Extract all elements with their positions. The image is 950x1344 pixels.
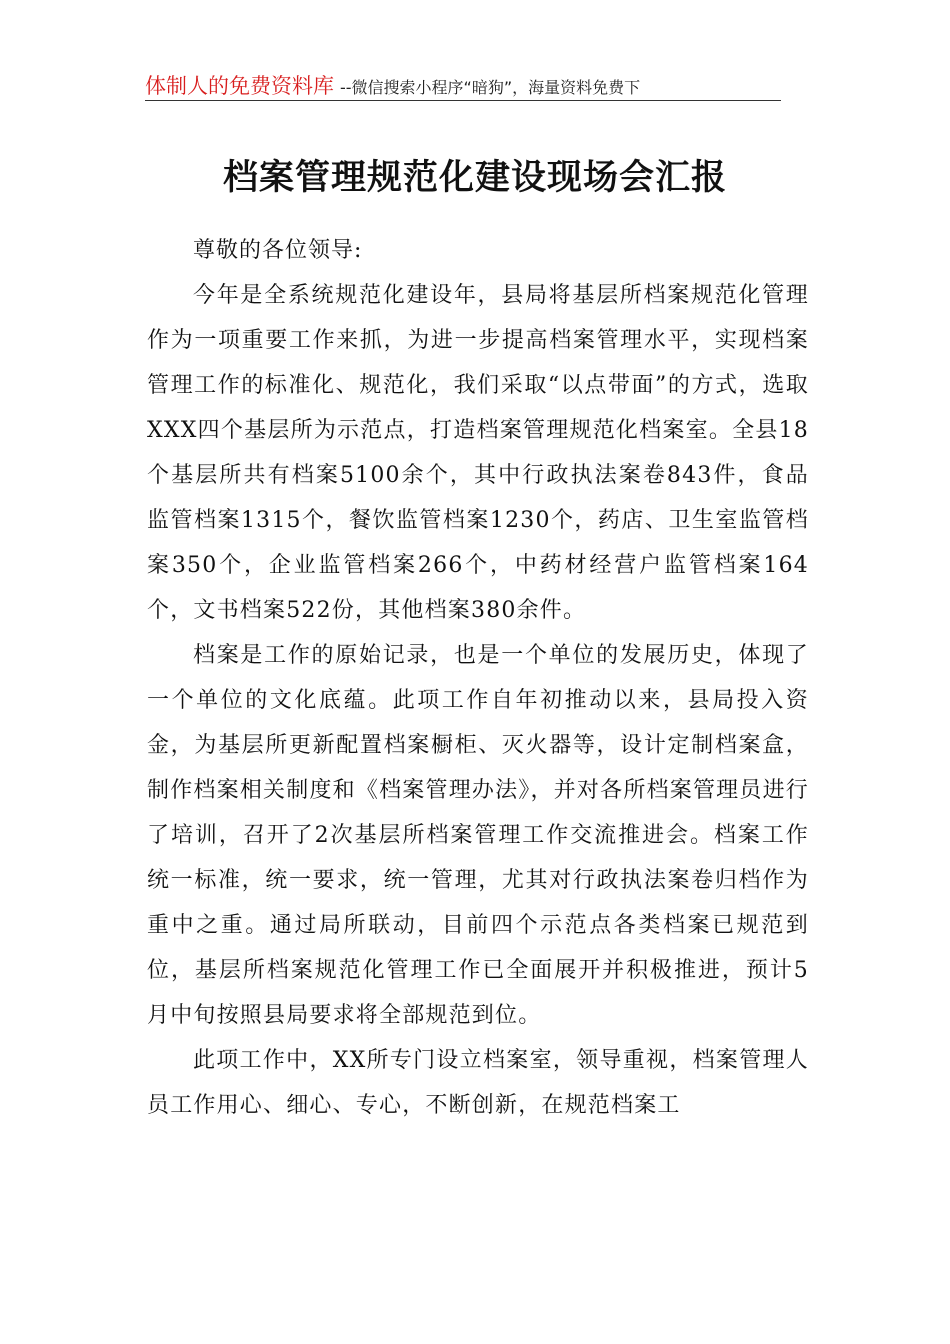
header-tagline: --微信搜索小程序“暗狗”，海量资料免费下	[340, 78, 641, 97]
page-header	[145, 70, 781, 100]
paragraph-3: 此项工作中，XX所专门设立档案室，领导重视，档案管理人员工作用心、细心、专心，不断创新，在规范档案工	[147, 1048, 809, 1118]
paragraph-1: 今年是全系统规范化建设年，县局将基层所档案规范化管理作为一项重要工作来抓，为进一步提高档案管理水平，实现档案管理工作的标准化、规范化，我们采取“以点带面”的方式，选取XXX四个基层所为示范点，打造档案管理规范化档案室。全县18个基层所共有档案5100余个，其中行政执法案卷843件，食品监管档案1315个，餐饮监管档案1230个，药店、卫生室监管档案350个，企业监管档案266个，中药材经营户监管档案164个，文书档案522份，其他档案380余件。	[147, 283, 809, 623]
document-title: 档案管理规范化建设现场会汇报	[222, 158, 727, 198]
salutation: 尊敬的各位领导:	[193, 238, 363, 263]
document-body	[147, 228, 809, 1128]
header-brand: 体制人的免费资料库	[145, 74, 334, 98]
header-divider	[145, 100, 781, 101]
paragraph-2: 档案是工作的原始记录，也是一个单位的发展历史，体现了一个单位的文化底蕴。此项工作自年初推动以来，县局投入资金，为基层所更新配置档案橱柜、灭火器等，设计定制档案盒，制作档案相关制度和《档案管理办法》，并对各所档案管理员进行了培训，召开了2次基层所档案管理工作交流推进会。档案工作统一标准，统一要求，统一管理，尤其对行政执法案卷归档作为重中之重。通过局所联动，目前四个示范点各类档案已规范到位，基层所档案规范化管理工作已全面展开并积极推进，预计5月中旬按照县局要求将全部规范到位。	[147, 643, 809, 1028]
